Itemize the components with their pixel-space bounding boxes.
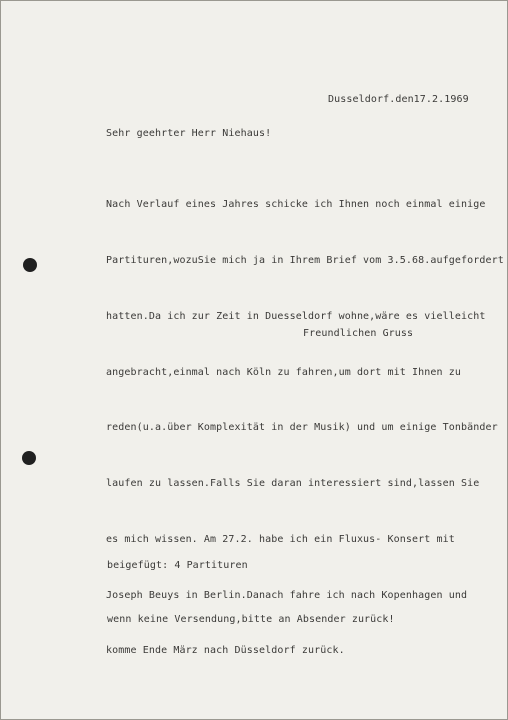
punch-hole-icon [23, 258, 37, 272]
letter-date: Dusseldorf.den17.2.1969 [328, 94, 469, 105]
body-line: Nach Verlauf eines Jahres schicke ich Ihnen noch einmal einige [106, 199, 486, 211]
body-line: Partituren,wozuSie mich ja in Ihrem Brief vom 3.5.68.aufgefordert [106, 254, 504, 266]
enclosure-note [107, 521, 395, 665]
body-line: es mich wissen. Am 27.2. habe ich ein Fluxus- Konsert mit [106, 533, 455, 545]
enclosure-line: beigefügt: 4 Partituren [107, 560, 248, 571]
body-line: Joseph Beuys in Berlin.Danach fahre ich nach Kopenhagen und [106, 589, 468, 601]
punch-hole-icon [22, 451, 36, 465]
body-line: laufen zu lassen.Falls Sie daran interessiert sind,lassen Sie [106, 478, 480, 490]
enclosure-line: wenn keine Versendung,bitte an Absender zurück! [107, 614, 395, 625]
body-line: hatten.Da ich zur Zeit in Duesseldorf wohne,wäre es vielleicht [106, 310, 486, 322]
body-line: reden(u.a.über Komplexität in der Musik) und um einige Tonbänder [106, 422, 498, 434]
letter-closing: Freundlichen Gruss [303, 328, 414, 339]
letter-salutation: Sehr geehrter Herr Niehaus! [106, 128, 272, 139]
body-line: angebracht,einmal nach Köln zu fahren,um dort mit Ihnen zu [106, 366, 461, 378]
body-line: komme Ende März nach Düsseldorf zurück. [106, 645, 345, 657]
